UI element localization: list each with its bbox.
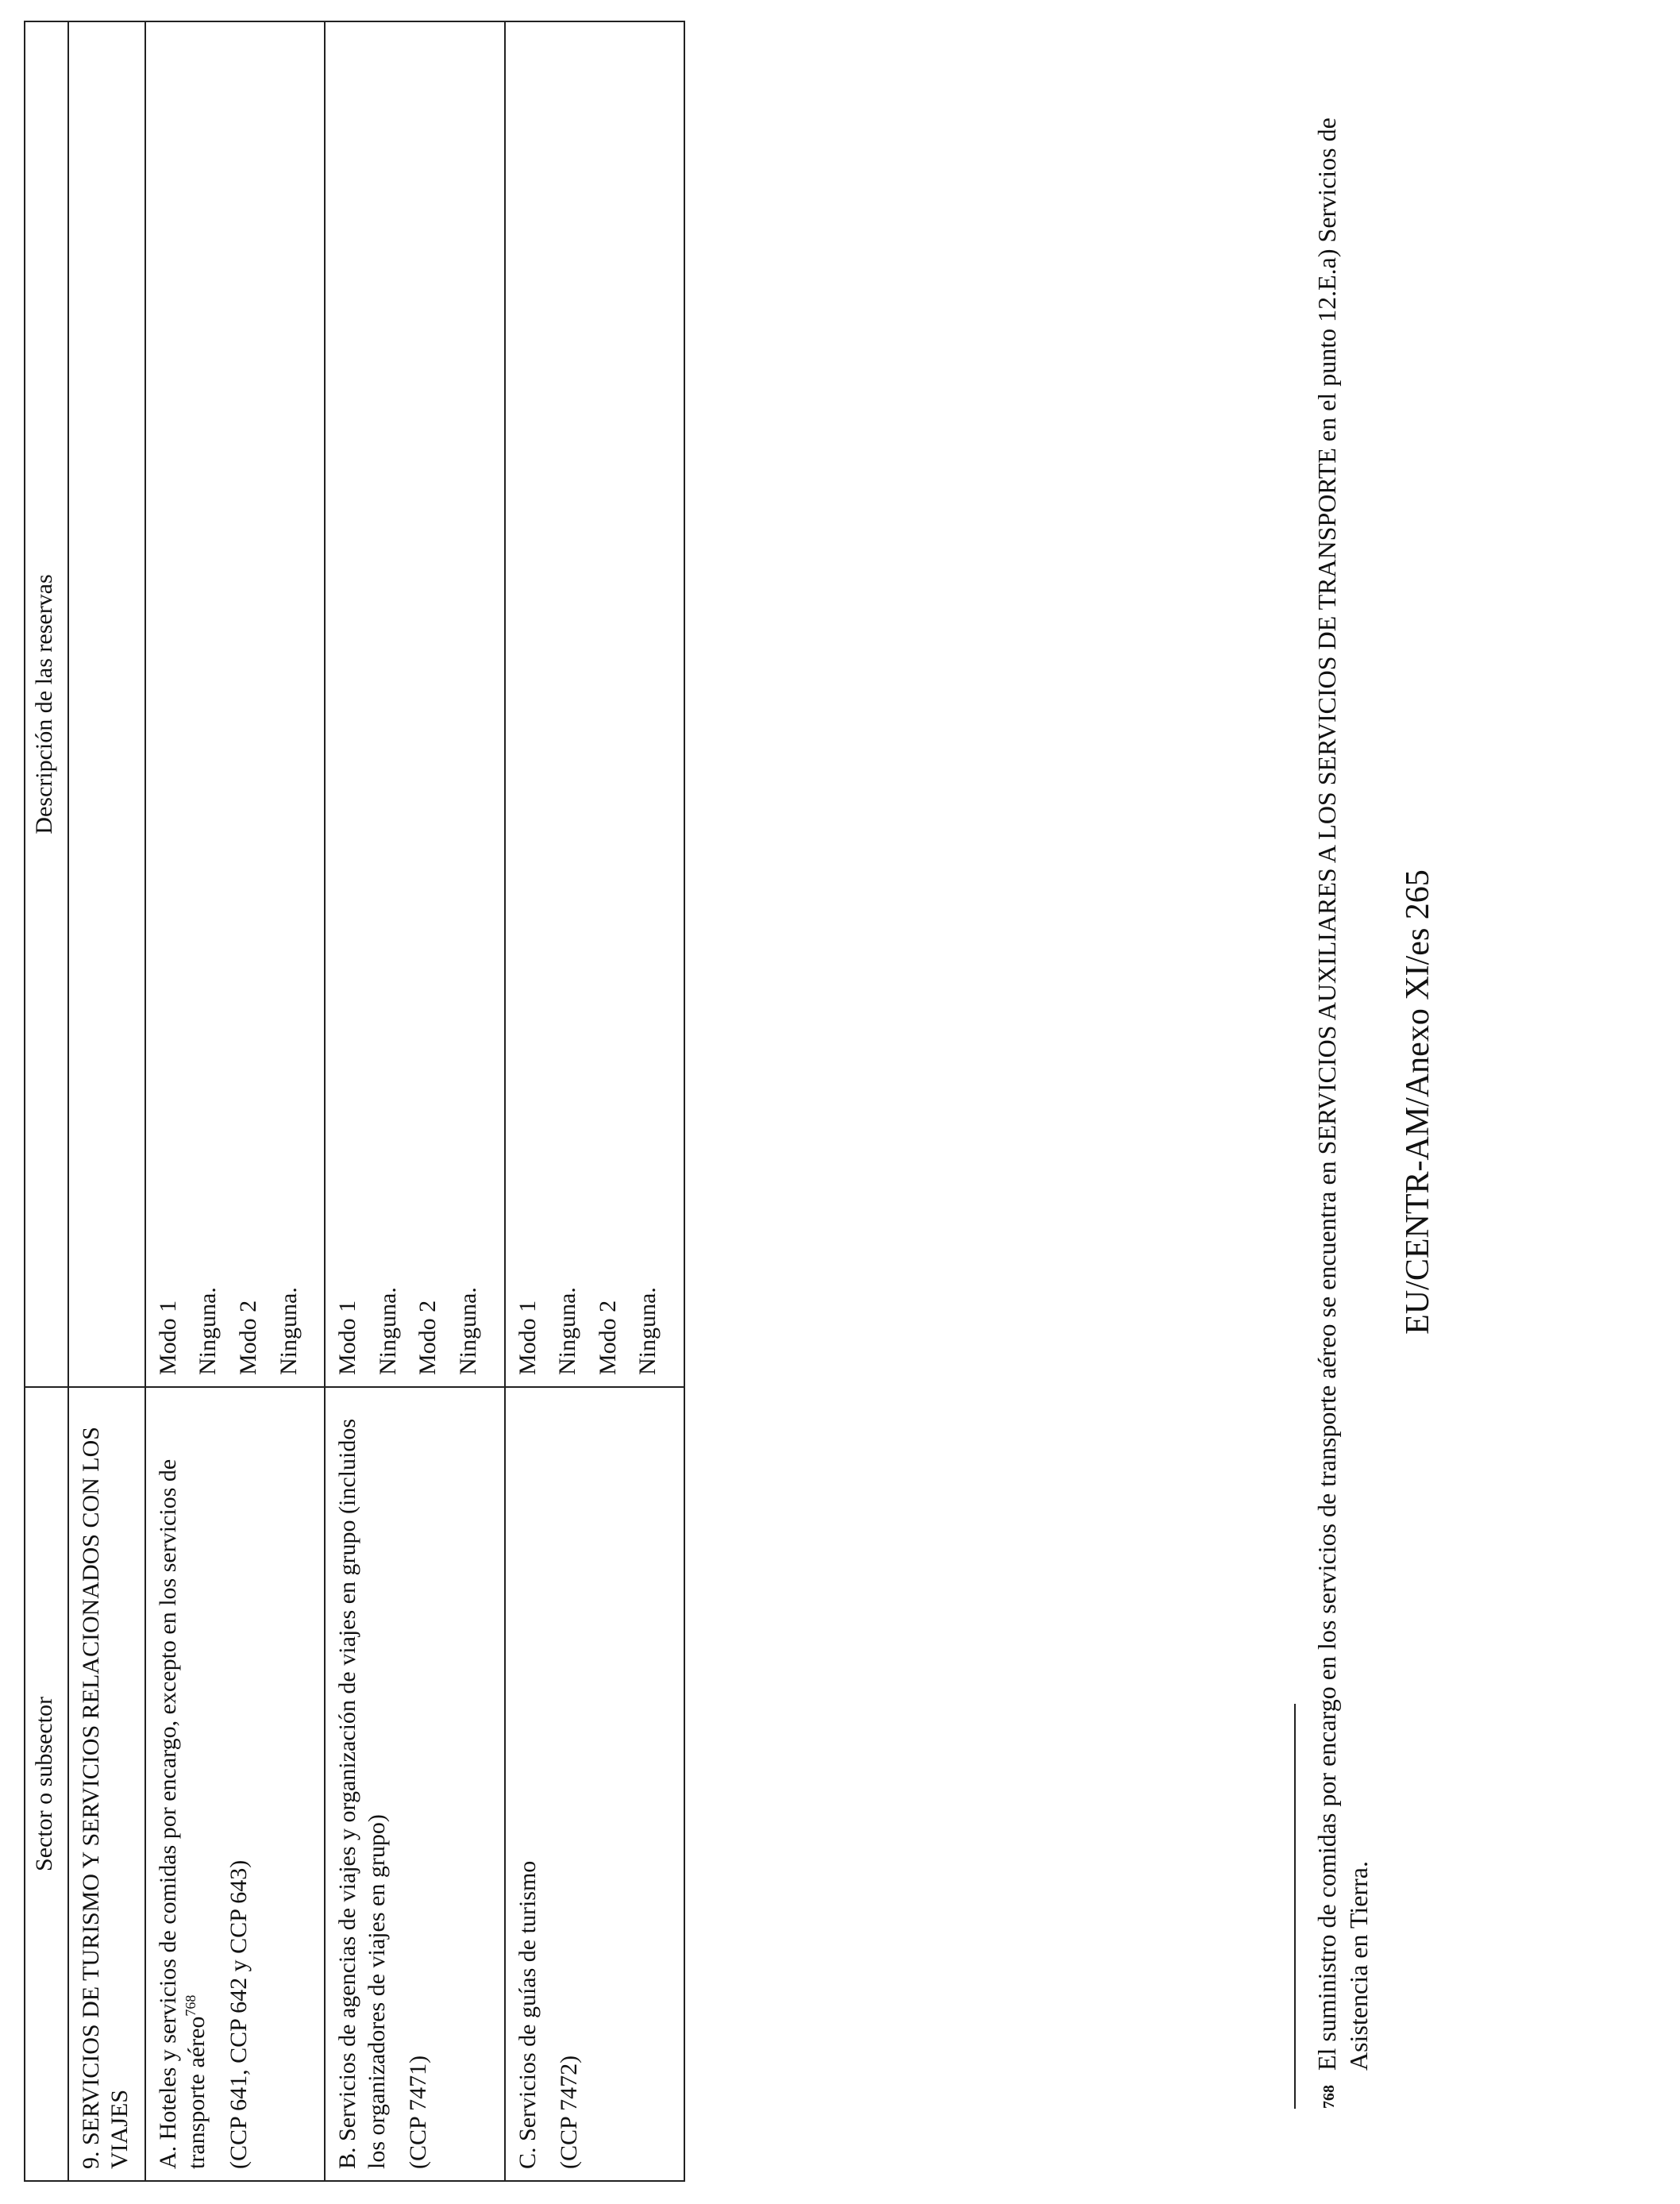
document-reference: EU/CENTR-AM/Anexo XI/es 265 — [1400, 869, 1436, 1335]
ccp-code: (CCP 641, CCP 642 y CCP 643) — [225, 1859, 252, 2169]
mode-value: Ninguna. — [195, 1287, 222, 1375]
section-title: 9. SERVICIOS DE TURISMO Y SERVICIOS RELACIONADOS CON LOS VIAJES — [68, 1387, 145, 2181]
mode-label: Modo 1 — [334, 1300, 361, 1375]
footnote-number: 768 — [1320, 2085, 1338, 2109]
description-cell — [505, 21, 684, 1387]
section-title-row — [68, 21, 145, 2181]
mode-label: Modo 1 — [154, 1300, 181, 1375]
mode-value: Ninguna. — [374, 1287, 401, 1375]
sector-name: B. Servicios de agencias de viajes y organización de viajes en grupo (incluidos los organizadores de viajes en grupo) — [334, 1419, 390, 2169]
footnote-text: El suministro de comidas por encargo en los servicios de transporte aéreo se encuentra en SERVICIOS AUXILIARES A LOS SERVICIOS DE TRANSPORTE en el punto 12.E.a) Servicios de Asistencia en Tierra. — [1312, 118, 1373, 2071]
footnote-separator — [1294, 1704, 1296, 2109]
sector-cell — [505, 1387, 684, 2181]
footnote — [1312, 44, 1374, 2109]
header-sector: Sector o subsector — [25, 1387, 68, 2181]
mode-value: Ninguna. — [634, 1287, 661, 1375]
mode-value: Ninguna. — [454, 1287, 481, 1375]
mode-label: Modo 2 — [414, 1300, 441, 1375]
sector-name: C. Servicios de guías de turismo — [514, 1860, 541, 2169]
mode-label: Modo 1 — [514, 1300, 541, 1375]
reservations-table — [24, 21, 685, 2182]
mode-value: Ninguna. — [275, 1287, 302, 1375]
header-description: Descripción de las reservas — [25, 21, 68, 1387]
table-row — [145, 21, 325, 2181]
mode-value: Ninguna. — [554, 1287, 581, 1375]
mode-label: Modo 2 — [594, 1300, 621, 1375]
sector-cell — [325, 1387, 504, 2181]
sector-name: A. Hoteles y servicios de comidas por encargo, excepto en los servicios de transporte aéreo — [154, 1458, 210, 2169]
ccp-code: (CCP 7471) — [405, 2055, 432, 2169]
table-row — [325, 21, 504, 2181]
section-title-description — [68, 21, 145, 1387]
footnote-ref[interactable]: 768 — [183, 1994, 199, 2017]
sector-cell — [145, 1387, 325, 2181]
ccp-code: (CCP 7472) — [556, 2055, 583, 2169]
description-cell — [145, 21, 325, 1387]
table-row — [505, 21, 684, 2181]
table-header-row — [25, 21, 68, 2181]
description-cell — [325, 21, 504, 1387]
mode-label: Modo 2 — [234, 1300, 261, 1375]
